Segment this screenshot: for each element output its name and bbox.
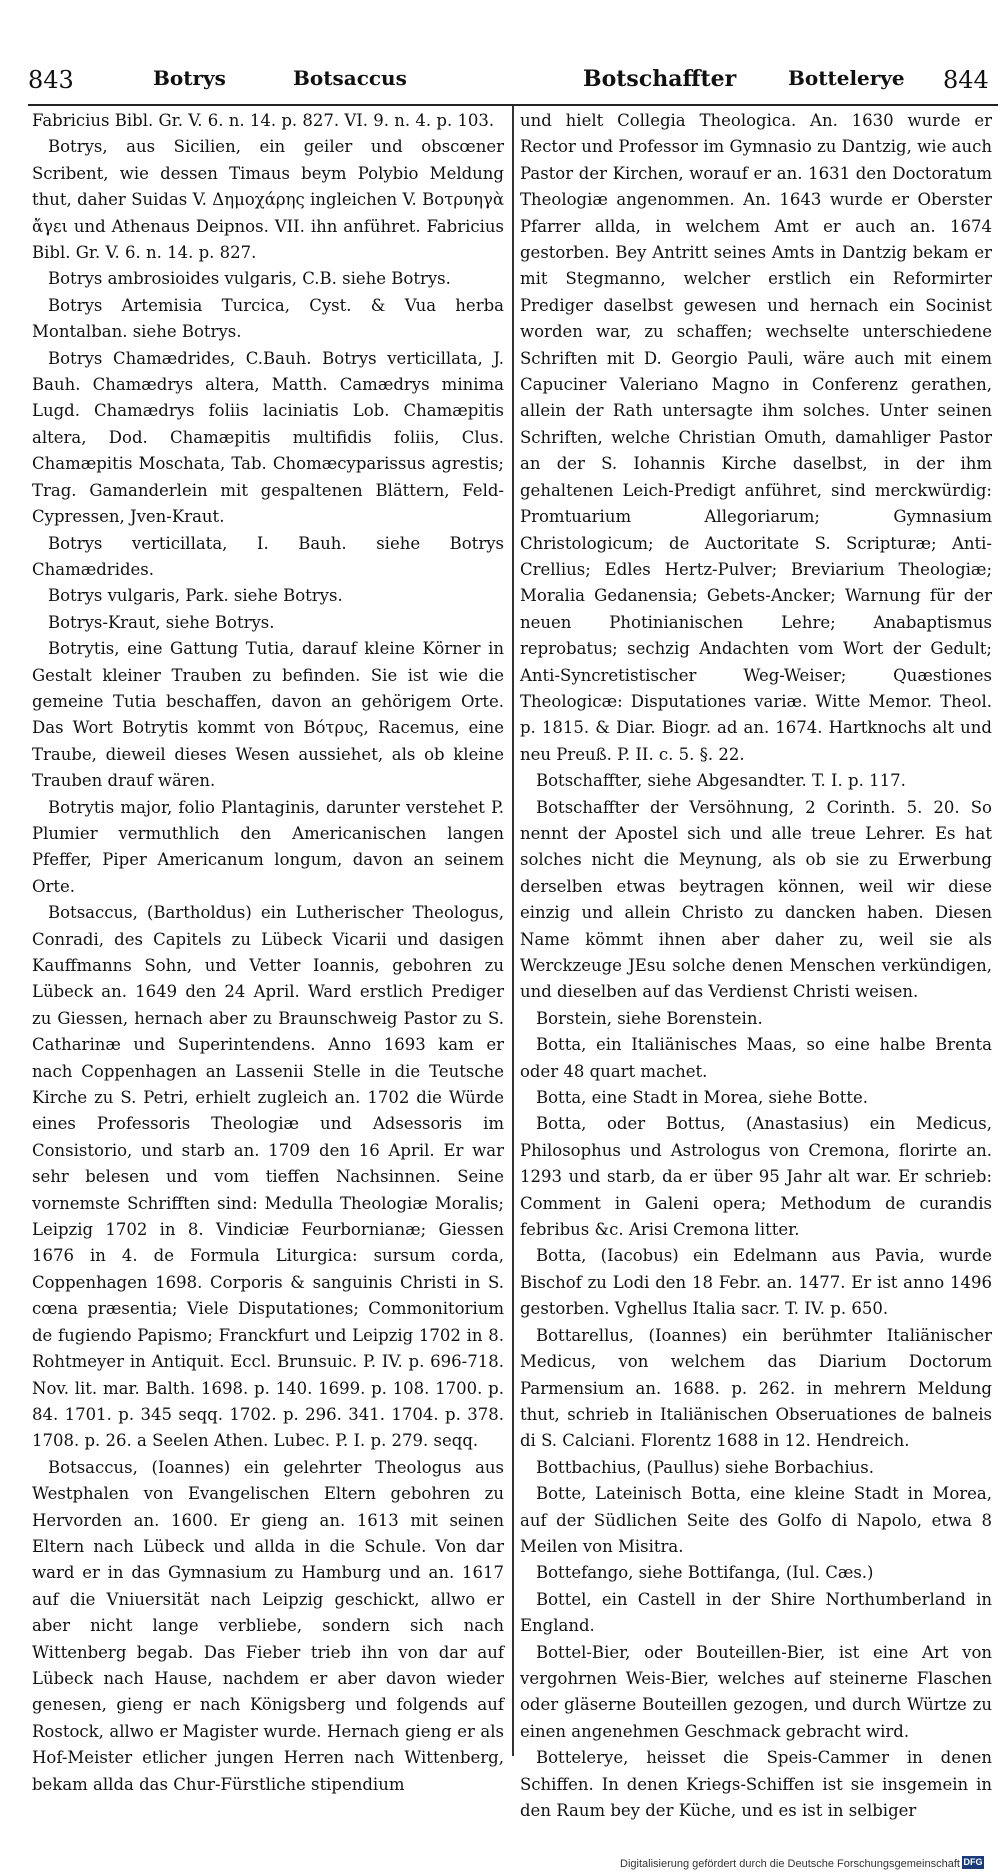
dfg-logo: DFG	[963, 1857, 983, 1867]
dictionary-entry: Botta, (Iacobus) ein Edelmann aus Pavia, wurde Bischof zu Lodi den 18 Febr. an. 1477. Er ist anno 1496 gestorben. Vghellus Italia sacr. T. IV. p. 650.	[520, 1246, 992, 1319]
column-divider	[512, 106, 514, 1756]
dictionary-entry: Bottarellus, (Ioannes) ein berühmter Italiänischer Medicus, von welchem das Diarium Doctorum Parmensium an. 1688. p. 262. in mehrern Meldung thut, schrieb in Italiänischen Obseruationes de balneis di S. Calciani. Florentz 1688 in 12. Hendreich.	[520, 1325, 992, 1451]
dictionary-entry: Botsaccus, (Bartholdus) ein Lutherischer Theologus, Conradi, des Capitels zu Lübeck Vicarii und dasigen Kauffmanns Sohn, und Vetter Ioannis, gebohren zu Lübeck an. 1649 den 24 April. Ward erstlich Prediger zu Giessen, hernach aber zu Braunschweig Pastor zu S. Catharinæ und Superintendens. Anno 1693 kam er nach Coppenhagen an Lassenii Stelle in die Teutsche Kirche zu S. Petri, erhielt zugleich an. 1702 die Würde eines Professoris Theologiæ und Adsessoris im Consistorio, und starb an. 1709 den 16 April. Er war sehr belesen und vom tieffen Nachsinnen. Seine vornemste Schrifften sind: Medulla Theologiæ Moralis; Leipzig 1702 in 8. Vindiciæ Feurbornianæ; Giessen 1676 in 4. de Formula Liturgica: sursum corda, Coppenhagen 1698. Corporis & sanguinis Christi in S. cœna præsentia; Viele Disputationes; Commonitorium de fugiendo Papismo; Franckfurt und Leipzig 1702 in 8. Rohtmeyer in Antiquit. Eccl. Brunsuic. P. IV. p. 696-718. Nov. lit. mar. Balth. 1698. p. 140. 1699. p. 108. 1700. p. 84. 1701. p. 345 seqq. 1702. p. 296. 341. 1704. p. 378. 1708. p. 26. a Seelen Athen. Lubec. P. I. p. 279. seqq.	[32, 903, 504, 1451]
dictionary-entry: und hielt Collegia Theologica. An. 1630 wurde er Rector und Professor im Gymnasio zu Dantzig, wie auch Pastor der Kirchen, worauf er an. 1631 den Doctoratum Theologiæ angenommen. An. 1643 wurde er Oberster Pfarrer allda, in welchem Amt er auch an. 1674 gestorben. Bey Antritt seines Amts in Dantzig bekam er mit Stegmanno, welcher erstlich ein Reformirter Prediger daselbst gewesen und hernach ein Socinist worden war, zu schaffen; wechselte unterschiedene Schriften mit D. Georgio Pauli, wäre auch mit einem Capuciner Valeriano Magno in Conferenz gerathen, allein der Rath untersagte ihm solches. Unter seinen Schriften, welche Christian Omuth, damahliger Pastor an der S. Iohannis Kirche daselbst, in der ihm gehaltenen Leich-Predigt anführet, sind merckwürdig: Promtuarium Allegoriarum; Gymnasium Christologicum; de Auctoritate S. Scripturæ; Anti-Crellius; Edles Hertz-Pulver; Breviarium Theologiæ; Moralia Gedanensia; Gebets-Ancker; Warnung für der neuen Photinianischen Lehre; Anabaptismus reprobatus; sechzig Andachten vom Wort der Gedult; Anti-Syncretistischer Weg-Weiser; Quæstiones Theologicæ: Disputationes variæ. Witte Memor. Theol. p. 1815. & Diar. Biogr. ad an. 1674. Hartknochs alt und neu Preuß. P. II. c. 5. §. 22.	[520, 111, 992, 764]
dictionary-entry: Botrys Artemisia Turcica, Cyst. & Vua herba Montalban. siehe Botrys.	[32, 295, 504, 342]
dictionary-entry: Bottel, ein Castell in der Shire Northumberland in England.	[520, 1589, 992, 1636]
digitization-credit: Digitalisierung gefördert durch die Deutsche Forschungsgemeinschaft	[620, 1858, 960, 1870]
right-column	[520, 108, 992, 1820]
page-number-left: 843	[28, 66, 74, 94]
page-number-right: 844	[943, 66, 989, 94]
dictionary-entry: Botta, oder Bottus, (Anastasius) ein Medicus, Philosophus und Astrologus von Cremona, florirte an. 1293 und starb, da er über 95 Jahr alt war. Er schrieb: Comment in Galeni opera; Methodum de curandis febribus &c. Arisi Cremona litter.	[520, 1114, 992, 1240]
dictionary-entry: Botrys-Kraut, siehe Botrys.	[48, 612, 275, 632]
dictionary-entry: Botrys verticillata, I. Bauh. siehe Botrys Chamædrides.	[32, 533, 504, 579]
dictionary-entry: Botschaffter, siehe Abgesandter. T. I. p. 117.	[536, 771, 906, 791]
dictionary-entry: Botsaccus, (Ioannes) ein gelehrter Theologus aus Westphalen von Evangelischen Eltern gebohren zu Hervorden an. 1600. Er gieng an. 1613 mit seinen Eltern nach Lübeck und allda in die Schule. Von dar ward er in das Gymnasium zu Hamburg und an. 1617 auf die Vniuersität nach Leipzig geschickt, allwo er aber nicht lange verbliebe, sondern sich nach Wittenberg begab. Das Fieber trieb ihn von dar auf Lübeck nach Hause, nachdem er aber davon wieder genesen, gieng er nach Königsberg und folgends auf Rostock, allwo er Magister wurde. Hernach gieng er als Hof-Meister etlicher jungen Herren nach Wittenberg, bekam allda das Chur-Fürstliche stipendium	[32, 1457, 504, 1794]
dictionary-entry: Bottbachius, (Paullus) siehe Borbachius.	[536, 1457, 875, 1477]
dictionary-entry: Bottel-Bier, oder Bouteillen-Bier, ist eine Art von vergohrnen Weis-Bier, welches auf steinerne Flaschen oder gläserne Bouteillen gezogen, und durch Würtze zu einen angenehmen Geschmack gebracht wird.	[520, 1642, 992, 1741]
page-header	[28, 66, 989, 106]
dictionary-entry: Botta, ein Italiänisches Maas, so eine halbe Brenta oder 48 quart machet.	[520, 1035, 992, 1081]
dictionary-entry: Botrys vulgaris, Park. siehe Botrys.	[48, 586, 343, 606]
dictionary-entry: Botrys, aus Sicilien, ein geiler und obscœner Scribent, wie dessen Timaus beym Polybio Meldung thut, daher Suidas V. Δημοχάρης ingleichen V. Βοτρυηγὰ ἄγει und Athenaus Deipnos. VII. ihn anführet. Fabricius Bibl. Gr. V. 6. n. 14. p. 827.	[32, 137, 504, 263]
dictionary-entry: Botta, eine Stadt in Morea, siehe Botte.	[536, 1088, 868, 1108]
dictionary-entry: Fabricius Bibl. Gr. V. 6. n. 14. p. 827. VI. 9. n. 4. p. 103.	[32, 111, 495, 130]
left-column	[32, 108, 504, 1794]
dictionary-entry: Botrytis, eine Gattung Tutia, darauf kleine Körner in Gestalt kleiner Trauben zu befinden. Sie ist wie die gemeine Tutia beschaffen, davon an gehörigem Orte. Das Wort Botrytis kommt von Βότρυς, Racemus, eine Traube, dieweil dieses Wesen aussiehet, als ob kleine Trauben drauf wären.	[32, 639, 504, 791]
running-head-3: Botschaffter	[583, 66, 737, 92]
running-head-1: Botrys	[153, 66, 226, 90]
dictionary-entry: Botrys ambrosioides vulgaris, C.B. siehe Botrys.	[48, 269, 451, 289]
dictionary-entry: Bottefango, siehe Bottifanga, (Iul. Cæs.)	[536, 1563, 874, 1583]
dictionary-entry: Borstein, siehe Borenstein.	[536, 1008, 763, 1028]
dictionary-entry: Botteleryе, heisset die Speis-Cammer in denen Schiffen. In denen Kriegs-Schiffen ist sie insgemein in den Raum bey der Küche, und es ist in selbiger	[520, 1748, 992, 1820]
dictionary-entry: Botschaffter der Versöhnung, 2 Corinth. 5. 20. So nennt der Apostel sich und alle treue Lehrer. Es hat solches nicht die Meynung, als ob sie zu Erwerbung derselben etwas beytragen können, weil wir diese einzig und allein Christo zu dancken haben. Diesen Name kömmt ihnen aber daher zu, weil sie als Werckzeuge JEsu solche denen Menschen verkündigen, und dieselben auf das Verdienst Christi weisen.	[520, 797, 992, 1002]
dictionary-entry: Botrys Chamædrides, C.Bauh. Botrys verticillata, J. Bauh. Chamædrys altera, Matth. Camædrys minima Lugd. Chamædrys foliis laciniatis Lob. Chamæpitis altera, Dod. Chamæpitis multifidis foliis, Clus. Chamæpitis Moschata, Tab. Chomæcyparissus agrestis; Trag. Gamanderlein mit gespaltenen Blättern, Feld-Cypressen, Jven-Kraut.	[32, 348, 504, 527]
running-head-2: Botsaccus	[293, 66, 407, 90]
running-head-4: Botteleryе	[788, 66, 905, 90]
dictionary-entry: Botrytis major, folio Plantaginis, darunter verstehet P. Plumier vermuthlich den Americanischen langen Pfeffer, Piper Americanum longum, davon an seinem Orte.	[32, 797, 504, 896]
dictionary-entry: Botte, Lateinisch Botta, eine kleine Stadt in Morea, auf der Südlichen Seite des Golfo di Napolo, etwa 8 Meilen von Misitra.	[520, 1484, 992, 1556]
